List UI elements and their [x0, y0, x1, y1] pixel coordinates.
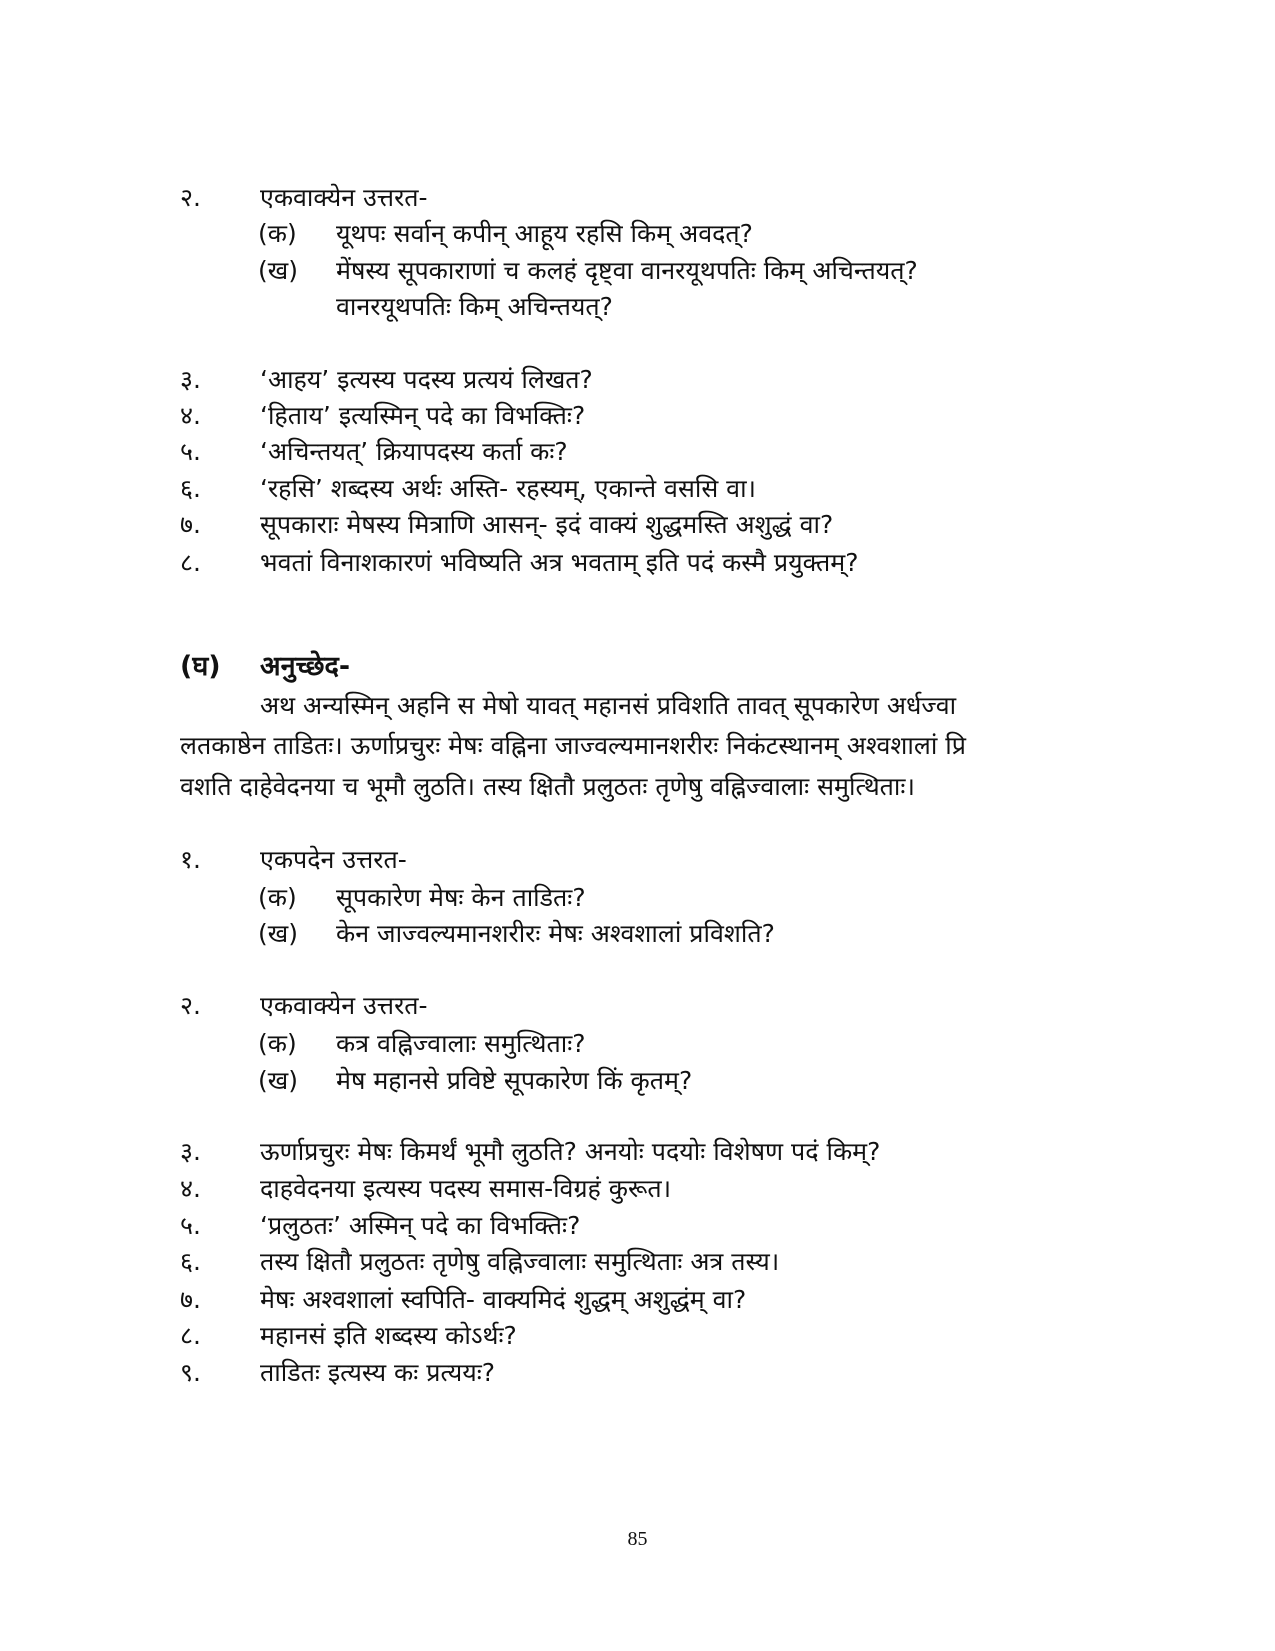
- page-number: 85: [627, 1528, 648, 1550]
- section-title: अनुच्छेद-: [260, 651, 351, 682]
- question-text: एकवाक्येन उत्तरत-: [260, 183, 428, 212]
- question-number: ८.: [180, 1321, 201, 1350]
- question-number: ७.: [180, 1285, 201, 1314]
- question-number: ५.: [180, 437, 201, 466]
- question-text: ‘प्रलुठतः’ अस्मिन् पदे का विभक्तिः?: [260, 1211, 581, 1240]
- question-text: एकपदेन उत्तरत-: [260, 845, 407, 874]
- subquestion-text: मेंषस्य सूपकाराणां च कलहं दृष्ट्वा वानरयूथपतिः किम् अचिन्तयत्?: [336, 256, 918, 285]
- question-text: ‘आहय’ इत्यस्य पदस्य प्रत्ययं लिखत?: [260, 365, 593, 394]
- question-text: तस्य क्षितौ प्रलुठतः तृणेषु वह्निज्वालाः समुत्थिताः अत्र तस्य।: [260, 1247, 780, 1276]
- subquestion-label: (क): [258, 883, 297, 912]
- question-text: ऊर्णाप्रचुरः मेषः किमर्थं भूमौ लुठति? अनयोः पदयोः विशेषण पदं किम्?: [260, 1137, 881, 1166]
- question-text: सूपकाराः मेषस्य मित्राणि आसन्- इदं वाक्यं शुद्धमस्ति अशुद्धं वा?: [260, 510, 834, 539]
- question-number: २.: [180, 183, 201, 212]
- subquestion-continuation: वानरयूथपतिः किम् अचिन्तयत्?: [336, 292, 613, 321]
- section-label: (घ): [180, 651, 221, 682]
- question-text: भवतां विनाशकारणं भविष्यति अत्र भवताम् इति पदं कस्मै प्रयुक्तम्?: [260, 548, 859, 577]
- question-text: ‘रहसि’ शब्दस्य अर्थः अस्ति- रहस्यम्, एकान्ते वससि वा।: [260, 474, 757, 503]
- question-number: ७.: [180, 510, 201, 539]
- question-text: महानसं इति शब्दस्य कोऽर्थः?: [260, 1321, 517, 1350]
- subquestion-label: (ख): [258, 256, 298, 285]
- subquestion-text: मेष महानसे प्रविष्टे सूपकारेण किं कृतम्?: [336, 1066, 693, 1095]
- subquestion-label: (क): [258, 219, 297, 248]
- subquestion-label: (क): [258, 1029, 297, 1058]
- question-number: ६.: [180, 474, 201, 503]
- question-number: ८.: [180, 548, 201, 577]
- passage-line-3: वशति दाहेवेदनया च भूमौ लुठति। तस्य क्षितौ प्रलुठतः तृणेषु वह्निज्वालाः समुत्थिताः।: [180, 772, 915, 801]
- question-number: ६.: [180, 1247, 201, 1276]
- question-number: ३.: [180, 365, 201, 394]
- subquestion-label: (ख): [258, 919, 298, 948]
- subquestion-text: कत्र वह्निज्वालाः समुत्थिताः?: [336, 1029, 586, 1058]
- question-text: ताडितः इत्यस्य कः प्रत्ययः?: [260, 1358, 496, 1387]
- question-number: ४.: [180, 401, 201, 430]
- question-text: दाहवेदनया इत्यस्य पदस्य समास-विग्रहं कुरूत।: [260, 1174, 672, 1203]
- question-text: एकवाक्येन उत्तरत-: [260, 991, 428, 1020]
- question-number: २.: [180, 991, 201, 1020]
- question-number: १.: [180, 845, 201, 874]
- question-number: ५.: [180, 1211, 201, 1240]
- subquestion-text: सूपकारेण मेषः केन ताडितः?: [336, 883, 586, 912]
- subquestion-label: (ख): [258, 1066, 298, 1095]
- subquestion-text: यूथपः सर्वान् कपीन् आहूय रहसि किम् अवदत्?: [336, 219, 753, 248]
- passage-line-2: लतकाष्ठेन ताडितः। ऊर्णाप्रचुरः मेषः वह्निना जाज्वल्यमानशरीरः निकंटस्थानम् अश्वशालां प्रि: [180, 731, 966, 760]
- passage-line-1: अथ अन्यस्मिन् अहनि स मेषो यावत् महानसं प्रविशति तावत् सूपकारेण अर्धज्वा: [260, 691, 957, 720]
- question-number: ४.: [180, 1174, 201, 1203]
- question-text: ‘हिताय’ इत्यस्मिन् पदे का विभक्तिः?: [260, 401, 586, 430]
- question-text: मेषः अश्वशालां स्वपिति- वाक्यमिदं शुद्धम् अशुद्धंम् वा?: [260, 1285, 747, 1314]
- question-text: ‘अचिन्तयत्’ क्रियापदस्य कर्ता कः?: [260, 437, 568, 466]
- question-number: ९.: [180, 1358, 201, 1387]
- subquestion-text: केन जाज्वल्यमानशरीरः मेषः अश्वशालां प्रविशति?: [336, 919, 775, 948]
- question-number: ३.: [180, 1137, 201, 1166]
